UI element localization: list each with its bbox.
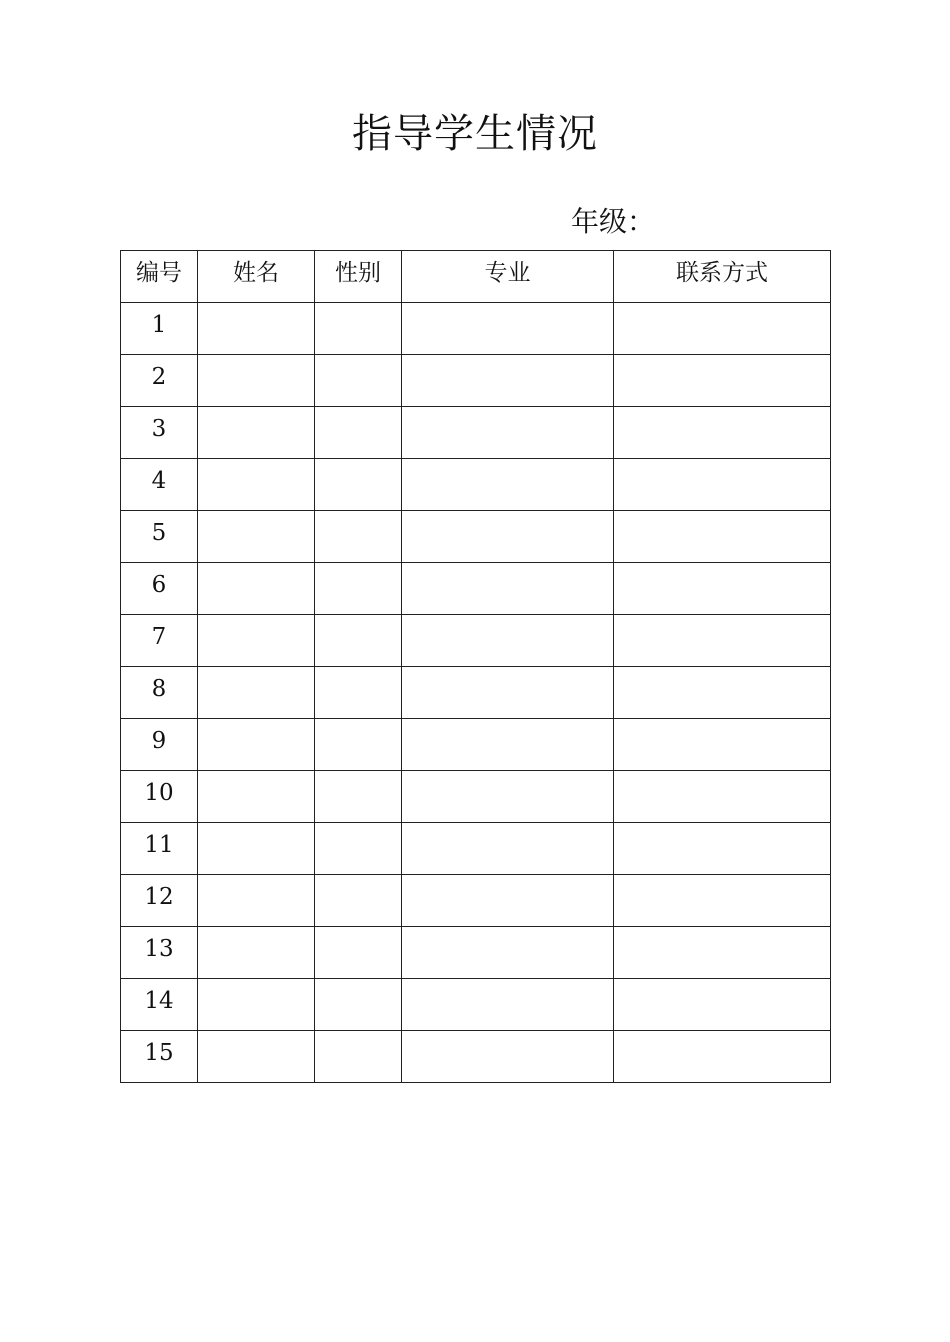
cell-major[interactable] — [402, 875, 614, 927]
cell-contact[interactable] — [614, 667, 831, 719]
page-title: 指导学生情况 — [352, 111, 598, 157]
cell-gender[interactable] — [315, 823, 402, 875]
cell-gender[interactable] — [315, 875, 402, 927]
table-row — [121, 407, 831, 459]
cell-major[interactable] — [402, 771, 614, 823]
table-row — [121, 303, 831, 355]
cell-contact[interactable] — [614, 771, 831, 823]
cell-number: 8 — [121, 667, 198, 719]
cell-gender[interactable] — [315, 615, 402, 667]
cell-name[interactable] — [198, 875, 315, 927]
cell-number: 2 — [121, 355, 198, 407]
table-row — [121, 927, 831, 979]
cell-major[interactable] — [402, 563, 614, 615]
cell-name[interactable] — [198, 1031, 315, 1083]
cell-number: 9 — [121, 719, 198, 771]
cell-major[interactable] — [402, 303, 614, 355]
cell-major[interactable] — [402, 719, 614, 771]
cell-number: 13 — [121, 927, 198, 979]
cell-name[interactable] — [198, 511, 315, 563]
cell-contact[interactable] — [614, 511, 831, 563]
cell-contact[interactable] — [614, 875, 831, 927]
cell-number: 1 — [121, 303, 198, 355]
cell-contact[interactable] — [614, 1031, 831, 1083]
cell-gender[interactable] — [315, 407, 402, 459]
table-header-row — [121, 251, 831, 303]
cell-number: 10 — [121, 771, 198, 823]
cell-contact[interactable] — [614, 563, 831, 615]
cell-contact[interactable] — [614, 927, 831, 979]
cell-gender[interactable] — [315, 979, 402, 1031]
cell-gender[interactable] — [315, 927, 402, 979]
cell-number: 15 — [121, 1031, 198, 1083]
table-row — [121, 355, 831, 407]
header-major: 专业 — [402, 251, 614, 303]
cell-gender[interactable] — [315, 563, 402, 615]
table-row — [121, 667, 831, 719]
table-row — [121, 1031, 831, 1083]
table-row — [121, 459, 831, 511]
cell-gender[interactable] — [315, 303, 402, 355]
table-row — [121, 563, 831, 615]
cell-contact[interactable] — [614, 979, 831, 1031]
cell-number: 7 — [121, 615, 198, 667]
header-contact: 联系方式 — [614, 251, 831, 303]
cell-name[interactable] — [198, 459, 315, 511]
cell-contact[interactable] — [614, 303, 831, 355]
cell-name[interactable] — [198, 667, 315, 719]
cell-name[interactable] — [198, 303, 315, 355]
cell-gender[interactable] — [315, 1031, 402, 1083]
cell-major[interactable] — [402, 511, 614, 563]
cell-number: 5 — [121, 511, 198, 563]
cell-gender[interactable] — [315, 771, 402, 823]
cell-name[interactable] — [198, 927, 315, 979]
cell-contact[interactable] — [614, 823, 831, 875]
cell-name[interactable] — [198, 979, 315, 1031]
cell-name[interactable] — [198, 823, 315, 875]
header-name: 姓名 — [198, 251, 315, 303]
cell-contact[interactable] — [614, 459, 831, 511]
cell-major[interactable] — [402, 407, 614, 459]
cell-gender[interactable] — [315, 719, 402, 771]
header-number: 编号 — [121, 251, 198, 303]
cell-number: 11 — [121, 823, 198, 875]
cell-contact[interactable] — [614, 355, 831, 407]
table-row — [121, 875, 831, 927]
cell-number: 4 — [121, 459, 198, 511]
cell-name[interactable] — [198, 771, 315, 823]
cell-major[interactable] — [402, 979, 614, 1031]
cell-contact[interactable] — [614, 615, 831, 667]
cell-number: 14 — [121, 979, 198, 1031]
cell-name[interactable] — [198, 719, 315, 771]
cell-contact[interactable] — [614, 407, 831, 459]
cell-gender[interactable] — [315, 667, 402, 719]
table-row — [121, 771, 831, 823]
table-row — [121, 719, 831, 771]
cell-number: 12 — [121, 875, 198, 927]
cell-contact[interactable] — [614, 719, 831, 771]
table-row — [121, 615, 831, 667]
cell-major[interactable] — [402, 927, 614, 979]
cell-major[interactable] — [402, 667, 614, 719]
cell-name[interactable] — [198, 563, 315, 615]
cell-number: 6 — [121, 563, 198, 615]
cell-name[interactable] — [198, 355, 315, 407]
cell-name[interactable] — [198, 615, 315, 667]
cell-major[interactable] — [402, 1031, 614, 1083]
grade-label: 年级： — [571, 205, 656, 238]
cell-gender[interactable] — [315, 511, 402, 563]
cell-major[interactable] — [402, 459, 614, 511]
cell-name[interactable] — [198, 407, 315, 459]
table-row — [121, 511, 831, 563]
cell-number: 3 — [121, 407, 198, 459]
cell-major[interactable] — [402, 615, 614, 667]
table-row — [121, 979, 831, 1031]
cell-major[interactable] — [402, 355, 614, 407]
cell-gender[interactable] — [315, 355, 402, 407]
cell-major[interactable] — [402, 823, 614, 875]
table-body — [121, 303, 831, 1083]
cell-gender[interactable] — [315, 459, 402, 511]
student-table — [120, 250, 831, 1083]
table-row — [121, 823, 831, 875]
header-gender: 性别 — [315, 251, 402, 303]
